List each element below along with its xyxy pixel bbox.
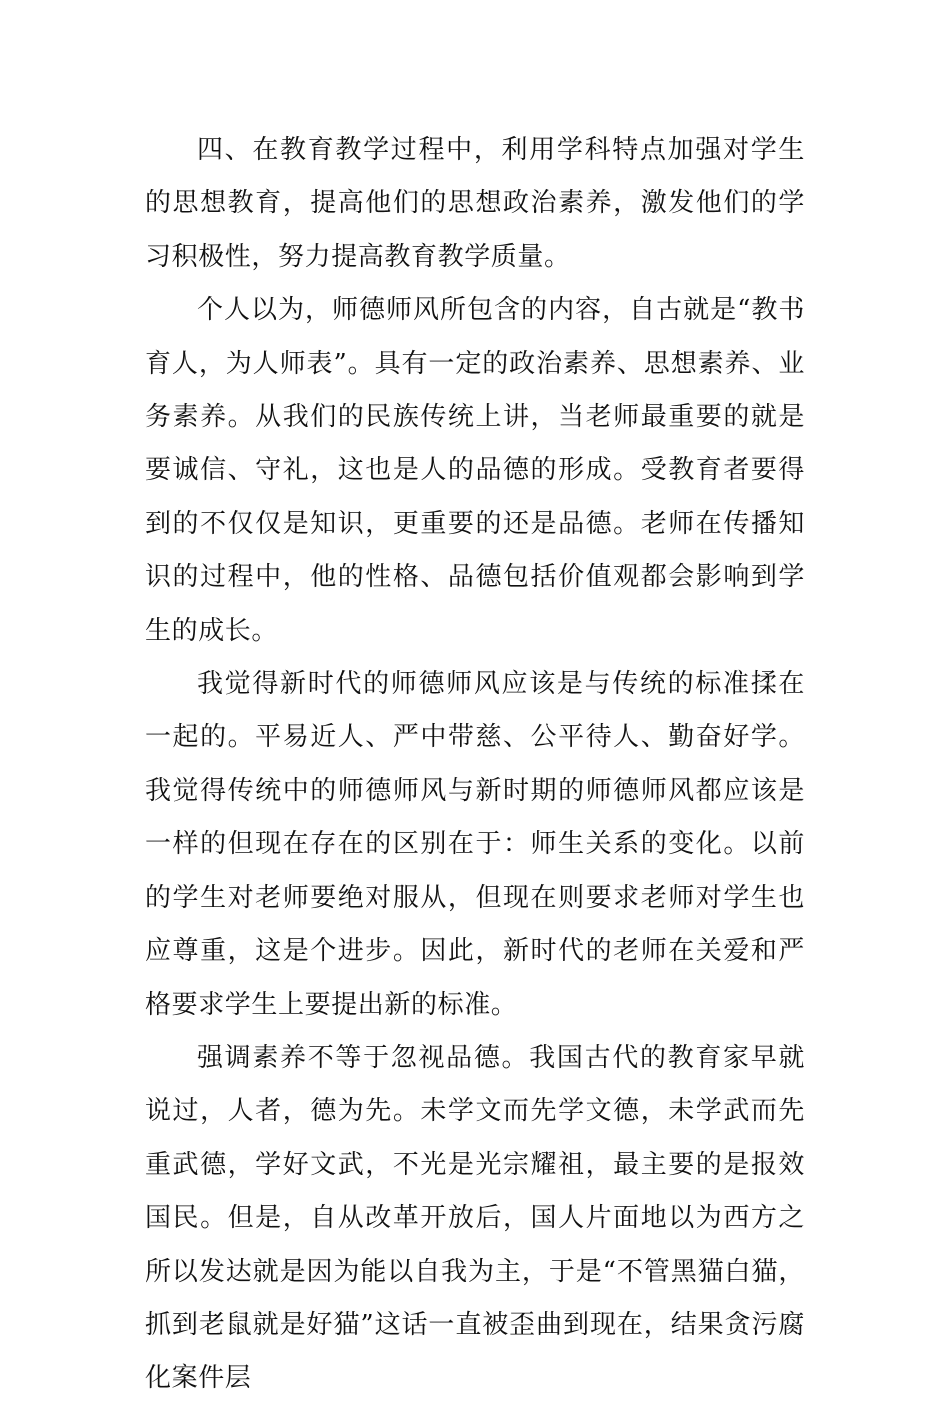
paragraph: 个人以为，师德师风所包含的内容，自古就是“教书育人，为人师表”。具有一定的政治素养、思想素养、业务素养。从我们的民族传统上讲，当老师最重要的就是要诚信、守礼，这也是人的品德的形成。受教育者要得到的不仅仅是知识，更重要的还是品德。老师在传播知识的过程中，他的性格、品德包括价值观都会影响到学生的成长。 xyxy=(145,295,805,646)
paragraph: 强调素养不等于忽视品德。我国古代的教育家早就说过，人者，德为先。未学文而先学文德，未学武而先重武德，学好文武，不光是光宗耀祖，最主要的是报效国民。但是，自从改革开放后，国人片面地以为西方之所以发达就是因为能以自我为主，于是“不管黑猫白猫，抓到老鼠就是好猫”这话一直被歪曲到现在，结果贪污腐化案件层 xyxy=(145,1042,805,1394)
document-body xyxy=(145,124,805,1406)
paragraph: 四、在教育教学过程中，利用学科特点加强对学生的思想教育，提高他们的思想政治素养，激发他们的学习积极性，努力提高教育教学质量。 xyxy=(145,135,805,272)
paragraph: 我觉得新时代的师德师风应该是与传统的标准揉在一起的。平易近人、严中带慈、公平待人、勤奋好学。我觉得传统中的师德师风与新时期的师德师风都应该是一样的但现在存在的区别在于：师生关系的变化。以前的学生对老师要绝对服从，但现在则要求老师对学生也应尊重，这是个进步。因此，新时代的老师在关爱和严格要求学生上要提出新的标准。 xyxy=(145,669,805,1020)
